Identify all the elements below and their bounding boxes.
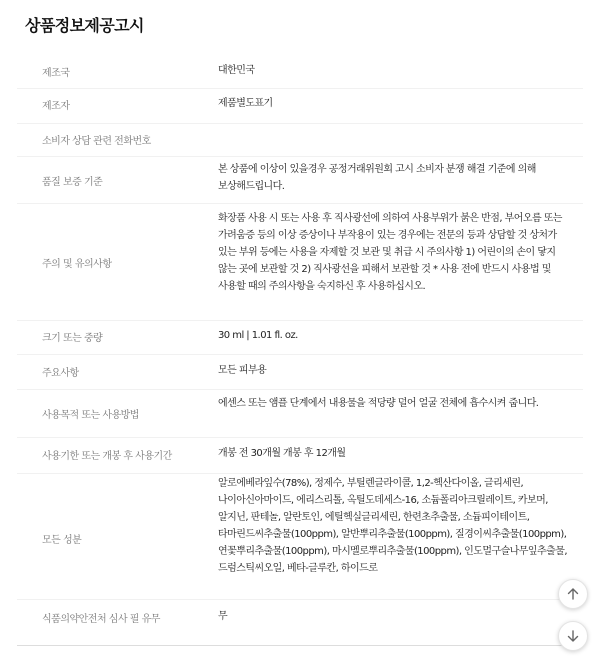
row-label: 사용목적 또는 사용방법 [42,410,139,421]
scroll-down-button[interactable] [558,621,588,651]
row-value: 에센스 또는 앰플 단계에서 내용물을 적당량 덜어 얼굴 전체에 흡수시켜 줍니다. [218,398,539,409]
row-value: 개봉 전 30개월 개봉 후 12개월 [218,448,346,459]
row-label: 식품의약안전처 심사 필 유무 [42,614,160,625]
info-row-expiry [17,437,583,474]
info-row-volume [17,320,583,355]
info-row-ingredients [17,473,583,600]
info-row-usage [17,389,583,438]
arrow-down-icon [566,629,580,643]
row-label: 주의 및 유의사항 [42,259,112,270]
row-value: 무 [218,611,228,622]
arrow-up-icon [566,587,580,601]
info-row-cautions [17,203,583,321]
scroll-up-button[interactable] [558,579,588,609]
info-row-main [17,354,583,390]
section-title: 상품정보제공고시 [25,16,144,35]
row-value: 본 상품에 이상이 있을경우 공정거래위원회 고시 소비자 분쟁 해결 기준에 의해 보상해드립니다. [218,164,536,192]
row-value: 모든 피부용 [218,365,267,376]
row-label: 소비자 상담 관련 전화번호 [42,136,151,147]
info-row-manufacturer [17,88,583,124]
row-label: 주요사항 [42,368,79,379]
info-row-country [17,53,583,89]
row-value: 화장품 사용 시 또는 사용 후 직사광선에 의하여 사용부위가 붉은 반점, 부어오름 또는 가려움증 등의 이상 증상이나 부작용이 있는 경우에는 전문의 등과 상담할 것 상처가 있는 부위 등에는 사용을 자제할 것 보관 및 취급 시 주의사항 1) 어린이의 손이 닿지 않는 곳에 보관할 것 2) 직사광선을 피해서 보관할 것 * 사용 전에 반드시 사용법 및 사용할 때의 주의사항을 숙지하신 후 사용하십시오. [218,213,562,292]
info-row-mfds [17,599,583,635]
row-label: 사용기한 또는 개봉 후 사용기간 [42,451,172,462]
row-label: 제조국 [42,68,70,79]
row-label: 품질 보증 기준 [42,177,103,188]
info-row-phone [17,123,583,157]
row-value: 알로에베라잎수(78%), 정제수, 부틸렌글라이콜, 1,2-헥산다이올, 글리세린, 나이아신아마이드, 에리스리톨, 옥틸도데세스-16, 소듐폴리아크릴레이트, 카보머, 알지닌, 판테놀, 알란토인, 에틸헥실글리세린, 한련초추출물, 소듐피이테이트, 타마린드씨추출물(100ppm), 알반뿌리추출물(100ppm), 질경이씨추출물(100ppm), 연꽃뿌리추출물(100ppm), 마시멜로뿌리추출물(100ppm), 인도멀구슬나무잎추출물, 드럼스틱씨오일, 베타-글루칸, 하이드로 [218,478,567,574]
row-value: 30 ml | 1.01 fl. oz. [218,330,298,341]
row-value: 대한민국 [218,65,255,76]
row-value: 제품별도표기 [218,98,273,109]
row-label: 크기 또는 중량 [42,333,103,344]
info-row-warranty [17,156,583,204]
row-label: 제조자 [42,101,70,112]
divider [17,645,583,646]
row-label: 모든 성분 [42,535,82,546]
